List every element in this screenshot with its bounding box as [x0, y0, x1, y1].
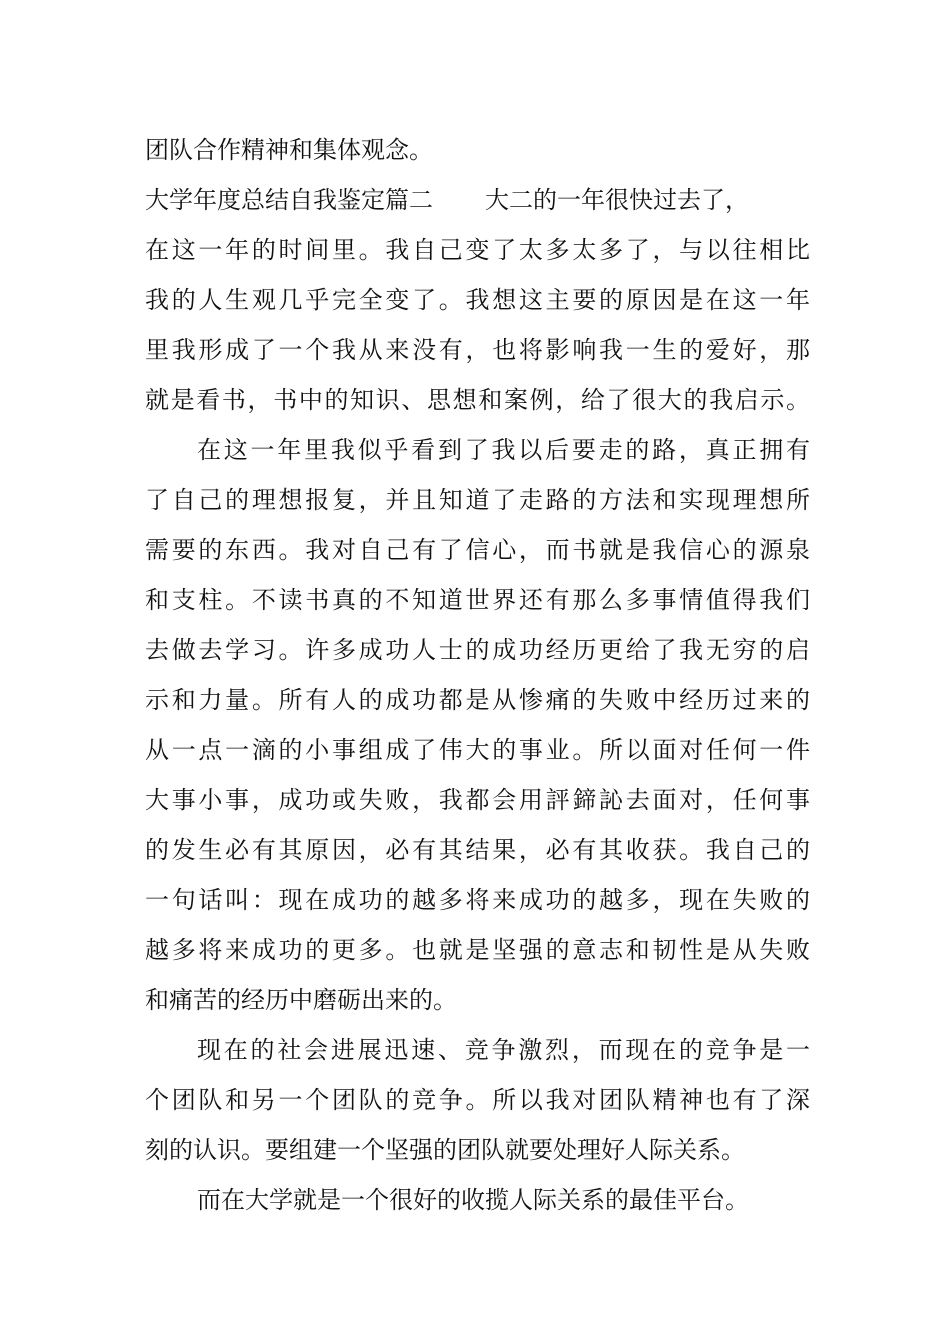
text-line-14: 大事小事，成功或失败，我都会用評鍗訫去面对，任何事	[145, 786, 810, 814]
text-line-1: 团队合作精神和集体观念。	[145, 136, 433, 164]
text-line-9: 需要的东西。我对自己有了信心，而书就是我信心的源泉	[145, 536, 810, 564]
section-heading: 大学年度总结自我鉴定篇二	[145, 186, 433, 214]
paragraph-start: 大二的一年很快过去了，	[485, 186, 749, 214]
text-line-2	[145, 175, 810, 225]
text-line-18: 和痛苦的经历中磨砺出来的。	[145, 986, 457, 1014]
text-line-7: 在这一年里我似乎看到了我以后要走的路，真正拥有	[197, 436, 810, 464]
text-line-10: 和支柱。不读书真的不知道世界还有那么多事情值得我们	[145, 586, 810, 614]
text-line-11: 去做去学习。许多成功人士的成功经历更给了我无穷的启	[145, 636, 810, 664]
text-line-5: 里我形成了一个我从来没有，也将影响我一生的爱好，那	[145, 336, 810, 364]
text-line-20: 个团队和另一个团队的竞争。所以我对团队精神也有了深	[145, 1086, 810, 1114]
text-line-4: 我的人生观几乎完全变了。我想这主要的原因是在这一年	[145, 286, 810, 314]
text-line-3: 在这一年的时间里。我自己变了太多太多了，与以往相比	[145, 236, 810, 264]
text-line-8: 了自己的理想报复，并且知道了走路的方法和实现理想所	[145, 486, 810, 514]
document-body	[145, 125, 810, 1225]
text-line-16: 一句话叫：现在成功的越多将来成功的越多，现在失败的	[145, 886, 810, 914]
text-line-6: 就是看书，书中的知识、思想和案例，给了很大的我启示。	[145, 386, 810, 414]
text-line-12: 示和力量。所有人的成功都是从惨痛的失败中经历过来的	[145, 686, 810, 714]
text-line-22: 而在大学就是一个很好的收揽人际关系的最佳平台。	[197, 1186, 749, 1214]
text-line-13: 从一点一滴的小事组成了伟大的事业。所以面对任何一件	[145, 736, 810, 764]
text-line-19: 现在的社会进展迅速、竞争激烈，而现在的竞争是一	[197, 1036, 810, 1064]
text-line-15: 的发生必有其原因，必有其结果，必有其收获。我自己的	[145, 836, 810, 864]
text-line-17: 越多将来成功的更多。也就是坚强的意志和韧性是从失败	[145, 936, 810, 964]
text-line-21: 刻的认识。要组建一个坚强的团队就要处理好人际关系。	[145, 1136, 745, 1164]
